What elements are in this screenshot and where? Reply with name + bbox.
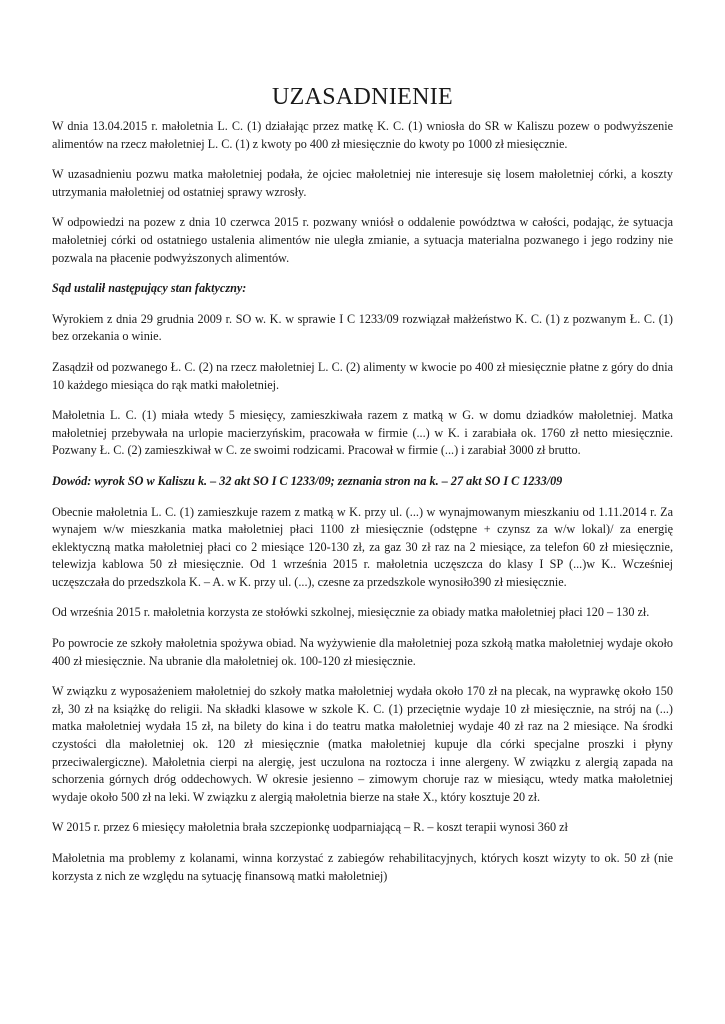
paragraph-justification: W uzasadnieniu pozwu matka małoletniej podała, że ojciec małoletniej nie interesuje się losem małoletniej córki, a koszty utrzymania małoletniej od ostatniej sprawy wzrosły.: [52, 167, 673, 199]
paragraph-current-residence: Obecnie małoletnia L. C. (1) zamieszkuje razem z matką w K. przy ul. (...) w wynajmowanym mieszkaniu od 1.11.2014 r. Za wynajem w/w mieszkania matka małoletniej płaci 1100 zł miesięcznie (odstępne + czynsz za w/w lokal)/ za energię eklektyczną matka małoletniej płaci co 2 miesiące 120-130 zł, za gaz 30 zł raz na 2 miesiące, za telefon 60 zł miesięcznie, telewizja kablowa 50 zł miesięcznie. Od 1 września 2015 r. małoletnia uczęszcza do klasy I SP (...)w K.. Wcześniej uczęszczała do przedszkola K. – A. w K. przy ul. (...), czesne za przedszkole wynosiło390 zł miesięcznie.: [52, 504, 673, 589]
paragraph-vaccine: W 2015 r. przez 6 miesięcy małoletnia brała szczepionkę uodparniającą – R. – koszt terapii wynosi 360 zł: [52, 820, 568, 835]
paragraph-judgment: Wyrokiem z dnia 29 grudnia 2009 r. SO w. K. w sprawie I C 1233/09 rozwiązał małżeństwo K. C. (1) z pozwanym Ł. C. (1) bez orzekania o winie.: [52, 311, 673, 344]
paragraph-alimony: Zasądził od pozwanego Ł. C. (2) na rzecz małoletniej L. C. (2) alimenty w kwocie po 400 zł miesięcznie płatne z góry do dnia 10 każdego miesiąca do rąk matki małoletniej.: [52, 359, 673, 392]
paragraph-response: W odpowiedzi na pozew z dnia 10 czerwca 2015 r. pozwany wniósł o oddalenie powództwa w całości, podając, że sytuacja małoletniej córki od ostatniego ustalenia alimentów nie uległa zmianie, a sytuacja materialna pozwanego i jego rodziny nie pozwala na płacenie podwyższonych alimentów.: [52, 215, 673, 265]
document-page: [52, 82, 673, 898]
paragraph-claim: W dnia 13.04.2015 r. małoletnia L. C. (1) działając przez matkę K. C. (1) wniosła do SR w Kaliszu pozew o podwyższenie alimentów na rzecz małoletniej L. C. (1) z kwoty po 400 zł miesięcznie do kwoty po 1000 zł miesięcznie.: [52, 119, 673, 151]
document-title: UZASADNIENIE: [272, 84, 453, 110]
paragraph-school-expenses: W związku z wyposażeniem małoletniej do szkoły matka małoletniej wydała około 170 zł na plecak, na wyprawkę około 150 zł, 30 zł na książkę do religii. Na składki klasowe w szkole K. C. (1) przeciętnie wydaje 10 zł miesięcznie, na strój na (...) matka małoletniej wydała 15 zł, na bilety do kina i do teatru matka małoletniej wydaje 40 zł raz na 2 miesiące. Na środki czystości dla małoletniej ok. 120 zł miesięcznie (matka małoletniej kupuje dla córki specjalne proszki i płyny przeciwalergiczne). Małoletnia cierpi na alergię, jest uczulona na roztocza i inne alergeny. W związku z alergią zapada na schorzenia górnych dróg oddechowych. W okresie jesienno – zimowym choruje raz w miesiącu, wtedy matka małoletniej wydaje około 500 zł na leki. W związku z alergią małoletnia bierze na stałe X., który kosztuje 20 zł.: [52, 684, 673, 804]
section-heading-facts: Sąd ustalił następujący stan faktyczny:: [52, 281, 247, 296]
evidence-line: Dowód: wyrok SO w Kaliszu k. – 32 akt SO I C 1233/09; zeznania stron na k. – 27 akt SO I C 1233/09: [52, 473, 563, 488]
paragraph-canteen: Od września 2015 r. małoletnia korzysta ze stołówki szkolnej, miesięcznie za obiady matka małoletniej płaci 120 – 130 zł.: [52, 605, 650, 620]
paragraph-knees: Małoletnia ma problemy z kolanami, winna korzystać z zabiegów rehabilitacyjnych, których koszt wizyty to ok. 50 zł (nie korzysta z nich ze względu na sytuację finansową matki małoletniej): [52, 851, 673, 883]
paragraph-past-situation: Małoletnia L. C. (1) miała wtedy 5 miesięcy, zamieszkiwała razem z matką w G. w domu dziadków małoletniej. Matka małoletniej przebywała na urlopie macierzyńskim, pracowała w firmie (...) w K. i zarabiała ok. 1760 zł netto miesięcznie. Pozwany Ł. C. (2) zamieszkiwał w C. ze swoimi rodzicami. Pracował w firmie (...) i zarabiał 3000 zł brutto.: [52, 408, 673, 458]
paragraph-food-clothing: Po powrocie ze szkoły małoletnia spożywa obiad. Na wyżywienie dla małoletniej poza szkołą matka małoletniej wydaje około 400 zł miesięcznie. Na ubranie dla małoletniej ok. 100-120 zł miesięcznie.: [52, 636, 673, 668]
